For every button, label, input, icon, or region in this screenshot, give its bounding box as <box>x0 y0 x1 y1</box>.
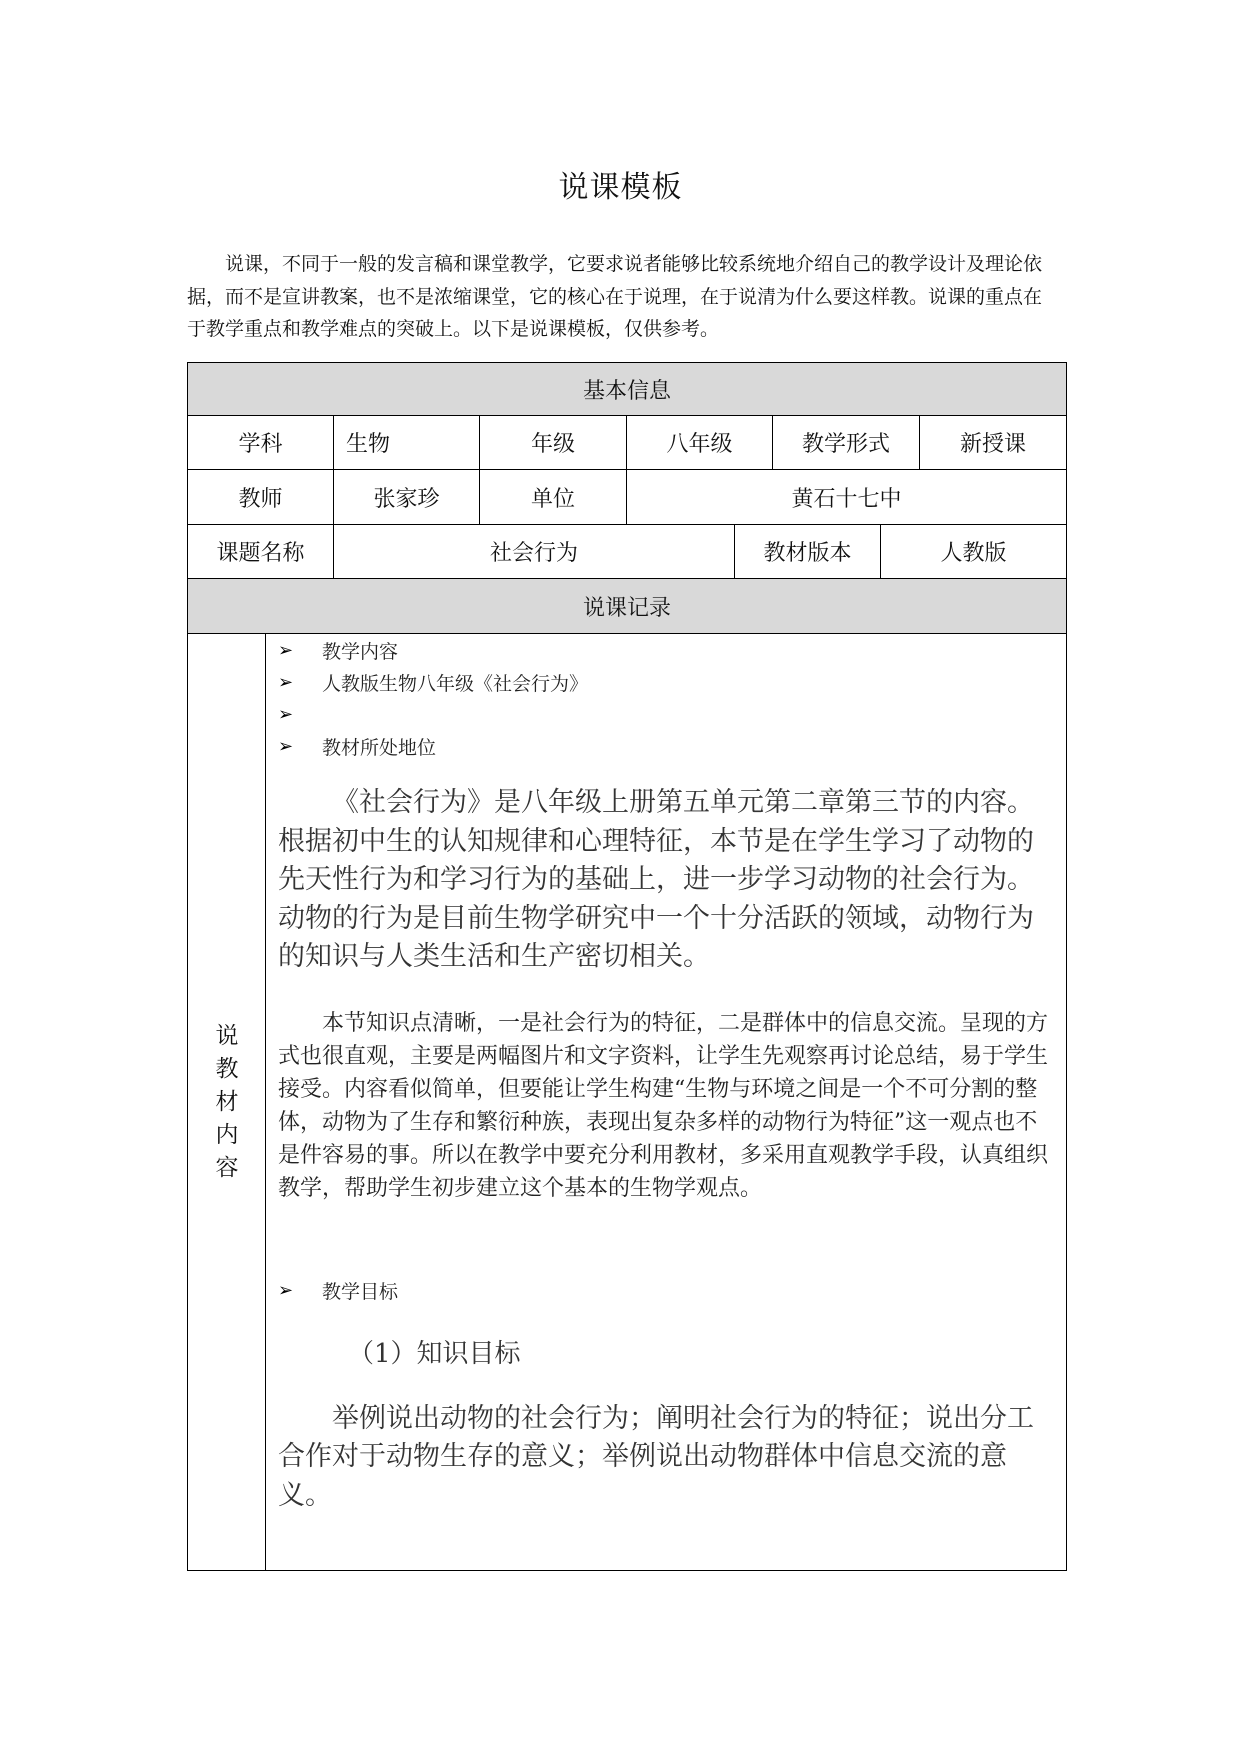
basic-info-header: 基本信息 <box>582 378 671 404</box>
table-line <box>1066 362 1067 1571</box>
table-line <box>187 1570 1067 1571</box>
knowledge-points-paragraph: 本节知识点清晰，一是社会行为的特征，二是群体中的信息交流。呈现的方式也很直观，主要是两幅图片和文字资料，让学生先观察再讨论总结，易于学生接受。内容看似简单，但要能让学生构建“生物与环境之间是一个不可分割的整体，动物为了生存和繁衍种族，表现出复杂多样的动物行为特征”这一观点也不是件容易的事。所以在教学中要充分利用教材，多采用直观教学手段，认真组织教学，帮助学生初步建立这个基本的生物学观点。 <box>278 1010 1049 1201</box>
grade-label: 年级 <box>530 432 575 457</box>
bullet-item <box>278 1275 1058 1307</box>
topic-label: 课题名称 <box>216 541 305 566</box>
side-label-char: 材 <box>215 1089 239 1115</box>
intro-text: 说课，不同于一般的发言稿和课堂教学，它要求说者能够比较系统地介绍自己的教学设计及理论依据，而不是宣讲教案，也不是浓缩课堂，它的核心在于说理，在于说清为什么要这样教。说课的重点在于教学重点和教学难点的突破上。以下是说课模板，仅供参考。 <box>187 253 1043 340</box>
arrow-bullet-icon: ➢ <box>278 671 294 693</box>
bullet-item <box>278 666 1058 698</box>
side-label-char: 容 <box>215 1155 239 1181</box>
lesson-content <box>278 634 1058 1515</box>
grade-value: 八年级 <box>666 432 733 457</box>
edition-value: 人教版 <box>940 541 1007 566</box>
bullet-item <box>278 730 1058 762</box>
bullet-text: 教学目标 <box>322 1281 399 1303</box>
bullet-text: 教学内容 <box>322 640 399 663</box>
arrow-bullet-icon: ➢ <box>278 735 294 757</box>
knowledge-goal-heading: （1）知识目标 <box>348 1338 521 1369</box>
subject-value: 生物 <box>346 432 391 457</box>
teaching-form-value: 新授课 <box>959 432 1026 457</box>
arrow-bullet-icon: ➢ <box>278 639 294 661</box>
arrow-bullet-icon: ➢ <box>278 1280 294 1301</box>
record-header: 说课记录 <box>582 595 671 621</box>
bullet-item <box>278 698 1058 730</box>
bullet-item <box>278 634 1058 666</box>
side-label-char: 内 <box>215 1122 239 1148</box>
subject-label: 学科 <box>238 432 283 457</box>
side-label-textbook-content <box>188 1020 266 1185</box>
teacher-value: 张家珍 <box>373 486 440 512</box>
unit-value: 黄石十七中 <box>791 486 902 512</box>
topic-value: 社会行为 <box>489 541 578 566</box>
textbook-position-paragraph: 《社会行为》是八年级上册第五单元第二章第三节的内容。根据初中生的认知规律和心理特征，本节是在学生学习了动物的先天性行为和学习行为的基础上，进一步学习动物的社会行为。动物的行为是目前生物学研究中一个十分活跃的领域，动物行为的知识与人类生活和生产密切相关。 <box>278 787 1034 972</box>
bullet-text: 人教版生物八年级《社会行为》 <box>322 672 589 695</box>
unit-label: 单位 <box>530 486 575 512</box>
intro-paragraph <box>187 248 1057 346</box>
side-label-char: 说 <box>215 1023 239 1049</box>
bullet-text: 教材所处地位 <box>322 736 437 759</box>
document-title: 说课模板 <box>558 170 683 205</box>
side-label-char: 教 <box>215 1056 239 1082</box>
knowledge-goal-paragraph: 举例说出动物的社会行为；阐明社会行为的特征；说出分工合作对于动物生存的意义；举例说出动物群体中信息交流的意义。 <box>278 1402 1034 1511</box>
edition-label: 教材版本 <box>763 541 852 566</box>
arrow-bullet-icon: ➢ <box>278 703 294 725</box>
teaching-form-label: 教学形式 <box>801 432 890 457</box>
teacher-label: 教师 <box>238 486 283 512</box>
